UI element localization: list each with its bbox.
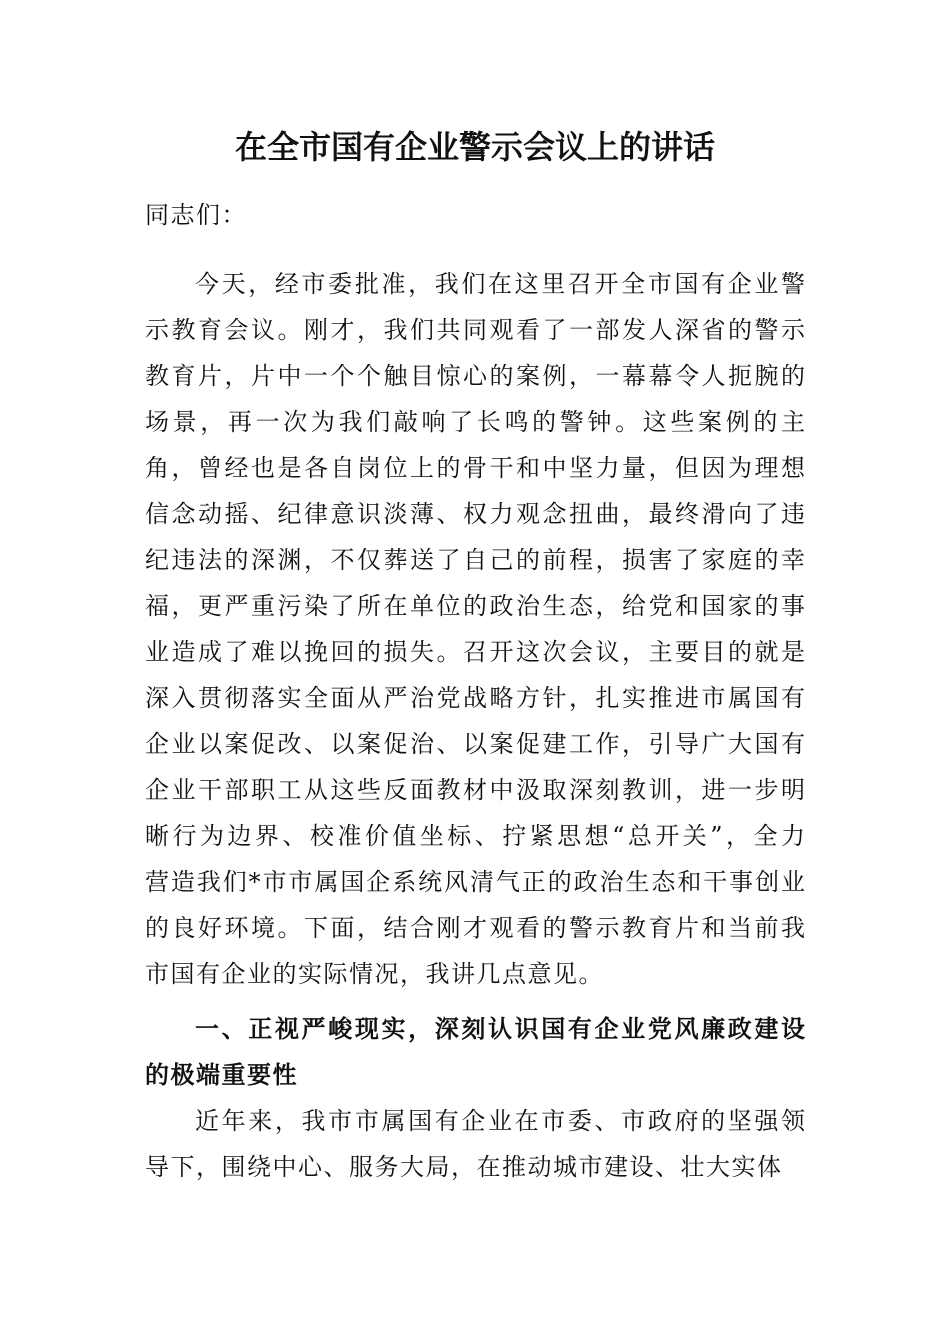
paragraph-line: 企业干部职工从这些反面教材中汲取深刻教训，进一步明 bbox=[145, 776, 805, 804]
salutation: 同志们： bbox=[145, 201, 247, 229]
paragraph-line: 今天，经市委批准，我们在这里召开全市国有企业警 bbox=[195, 270, 805, 298]
paragraph-line: 教育片，片中一个个触目惊心的案例，一幕幕令人扼腕的 bbox=[145, 362, 805, 390]
paragraph-line: 导下，围绕中心、服务大局，在推动城市建设、壮大实体 bbox=[145, 1153, 783, 1181]
paragraph-line: 营造我们*市市属国企系统风清气正的政治生态和干事创业 bbox=[145, 868, 805, 896]
paragraph-line: 晰行为边界、校准价值坐标、拧紧思想“总开关”，全力 bbox=[145, 822, 805, 850]
document-title: 在全市国有企业警示会议上的讲话 bbox=[234, 128, 715, 166]
paragraph-line: 深入贯彻落实全面从严治党战略方针，扎实推进市属国有 bbox=[145, 684, 805, 712]
paragraph-line: 福，更严重污染了所在单位的政治生态，给党和国家的事 bbox=[145, 592, 805, 620]
paragraph-line: 示教育会议。刚才，我们共同观看了一部发人深省的警示 bbox=[145, 316, 805, 344]
paragraph-line: 的良好环境。下面，结合刚才观看的警示教育片和当前我 bbox=[145, 914, 805, 942]
paragraph-line: 近年来，我市市属国有企业在市委、市政府的坚强领 bbox=[195, 1107, 805, 1135]
paragraph-line: 角，曾经也是各自岗位上的骨干和中坚力量，但因为理想 bbox=[145, 454, 805, 482]
paragraph-line: 市国有企业的实际情况，我讲几点意见。 bbox=[145, 960, 604, 988]
paragraph-line: 纪违法的深渊，不仅葬送了自己的前程，损害了家庭的幸 bbox=[145, 546, 805, 574]
section-heading-line: 的极端重要性 bbox=[145, 1061, 298, 1089]
section-heading-line: 一、正视严峻现实，深刻认识国有企业党风廉政建设 bbox=[195, 1015, 805, 1043]
paragraph-line: 场景，再一次为我们敲响了长鸣的警钟。这些案例的主 bbox=[145, 408, 805, 436]
paragraph-line: 信念动摇、纪律意识淡薄、权力观念扭曲，最终滑向了违 bbox=[145, 500, 805, 528]
paragraph-line: 业造成了难以挽回的损失。召开这次会议，主要目的就是 bbox=[145, 638, 805, 666]
paragraph-line: 企业以案促改、以案促治、以案促建工作，引导广大国有 bbox=[145, 730, 805, 758]
